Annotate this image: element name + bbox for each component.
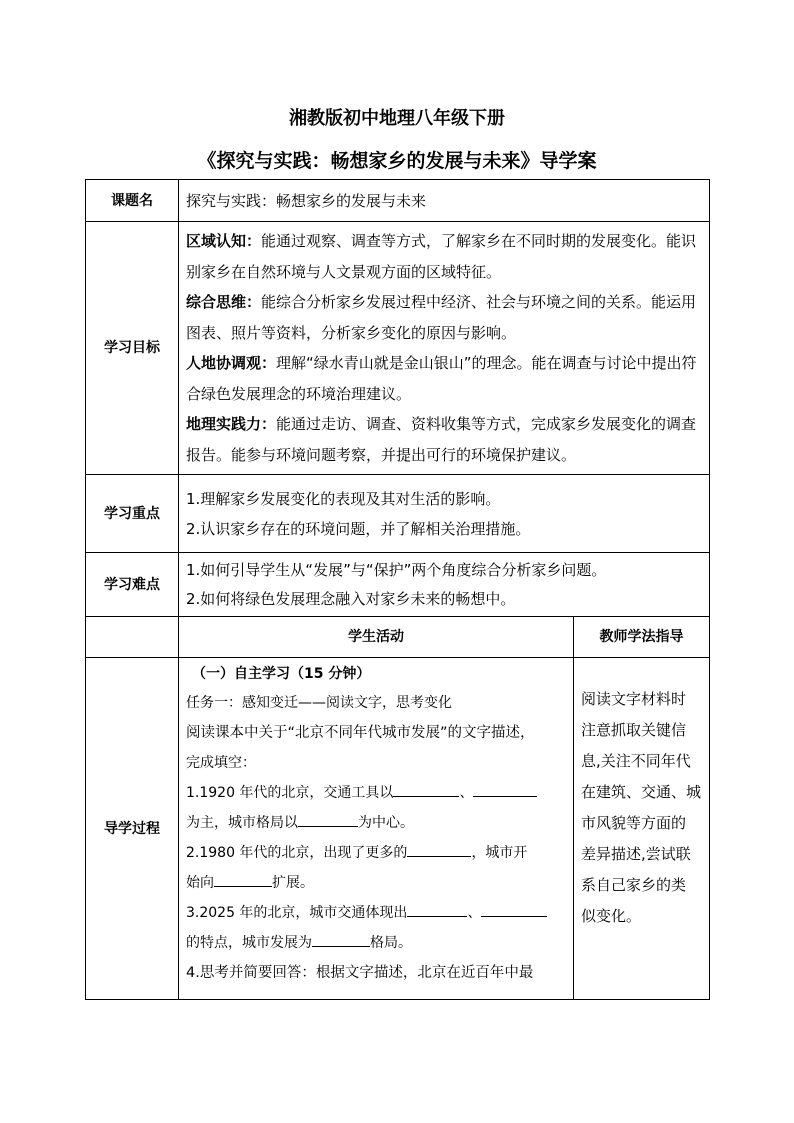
q3-sep: 、	[467, 905, 482, 921]
intro-line: 完成填空：	[186, 755, 256, 771]
goals-content	[179, 222, 710, 475]
blank-line	[407, 842, 471, 857]
focus-label: 学习重点	[86, 475, 179, 553]
difficulty-row	[86, 553, 710, 617]
guide-line: 阅读文字材料时	[581, 690, 687, 708]
question-1	[186, 778, 569, 808]
blank-line	[407, 902, 467, 917]
topic-label: 课题名	[86, 180, 179, 222]
question-4: 4.思考并简要回答：根据文字描述，北京在近百年中最	[186, 965, 534, 981]
goal-head: 综合思维：	[186, 293, 262, 311]
process-label: 导学过程	[86, 658, 179, 1000]
goal-head: 区域认知：	[186, 232, 262, 250]
topic-row	[86, 180, 710, 222]
difficulty-item: 1.如何引导学生从“发展”与“保护”两个角度综合分析家乡问题。	[186, 560, 607, 579]
intro-line: 阅读课本中关于“北京不同年代城市发展”的文字描述，	[186, 725, 535, 741]
goal-item	[186, 409, 703, 470]
q3-text: 3.2025 年的北京，城市交通体现出	[186, 905, 408, 921]
guide-line: 差异描述,尝试联	[581, 845, 691, 863]
guide-line: 息,关注不同年代	[581, 752, 691, 770]
goal-head: 地理实践力：	[186, 415, 277, 433]
q1-text: 1.1920 年代的北京，交通工具以	[186, 785, 394, 801]
q2-text: ，城市开	[471, 845, 528, 861]
goal-text: 能通过观察、调查等方式，了解家乡在不同时期的发展变化。能识别家乡在自然环境与人文景观方面的区域特征。	[186, 232, 697, 281]
q3-text: 的特点，城市发展为	[186, 935, 312, 951]
question-2-cont	[186, 868, 569, 898]
header-student-activity: 学生活动	[179, 617, 574, 658]
blank-line	[473, 782, 537, 797]
blank-line	[298, 812, 358, 827]
q2-text: 扩展。	[272, 875, 314, 891]
document-subtitle: 《探究与实践：畅想家乡的发展与未来》导学案	[197, 150, 597, 172]
q2-text: 2.1980 年代的北京，出现了更多的	[186, 845, 408, 861]
question-2	[186, 838, 569, 868]
activity-header-row	[86, 617, 710, 658]
q2-text: 始向	[186, 875, 214, 891]
guide-line: 在建筑、交通、城	[581, 783, 702, 801]
process-activity	[179, 658, 574, 1000]
difficulty-label: 学习难点	[86, 553, 179, 617]
guide-line: 系自己家乡的类	[581, 876, 687, 894]
goal-text: 能通过走访、调查、资料收集等方式，完成家乡发展变化的调查报告。能参与环境问题考察，并提出可行的环境保护建议。	[186, 415, 697, 464]
difficulty-content	[179, 553, 710, 617]
q1-text: 为主，城市格局以	[186, 815, 298, 831]
blank-line	[312, 932, 370, 947]
document-title: 湘教版初中地理八年级下册	[289, 108, 505, 129]
process-row	[86, 658, 710, 1000]
focus-row	[86, 475, 710, 553]
focus-item: 2.认识家乡存在的环境问题，并了解相关治理措施。	[186, 519, 531, 538]
teacher-guide-content	[574, 658, 710, 1000]
header-empty-cell	[86, 617, 179, 658]
section-heading: （一）自主学习（15 分钟）	[192, 666, 371, 682]
goal-item	[186, 226, 703, 287]
topic-value: 探究与实践：畅想家乡的发展与未来	[179, 180, 710, 222]
q1-sep: 、	[459, 785, 474, 801]
q1-text: 为中心。	[358, 815, 414, 831]
lesson-plan-table	[85, 179, 710, 1000]
goal-item	[186, 348, 703, 409]
goal-item	[186, 287, 703, 348]
goals-label: 学习目标	[86, 222, 179, 475]
focus-content	[179, 475, 710, 553]
blank-line	[481, 902, 547, 917]
q3-text: 格局。	[370, 935, 412, 951]
guide-line: 注意抓取关键信	[581, 721, 687, 739]
goal-text: 理解“绿水青山就是金山银山”的理念。能在调查与讨论中提出符合绿色发展理念的环境治理建议。	[186, 354, 697, 403]
focus-item: 1.理解家乡发展变化的表现及其对生活的影响。	[186, 489, 501, 508]
task-heading: 任务一：感知变迁——阅读文字，思考变化	[186, 695, 452, 711]
question-3	[186, 898, 569, 928]
goals-row	[86, 222, 710, 475]
blank-line	[393, 782, 459, 797]
guide-line: 市风貌等方面的	[581, 814, 687, 832]
blank-line	[214, 872, 272, 887]
difficulty-item: 2.如何将绿色发展理念融入对家乡未来的畅想中。	[186, 589, 516, 608]
guide-line: 似变化。	[581, 907, 642, 925]
header-teacher-guide: 教师学法指导	[574, 617, 710, 658]
goal-text: 能综合分析家乡发展过程中经济、社会与环境之间的关系。能运用图表、照片等资料，分析家乡变化的原因与影响。	[186, 293, 697, 342]
goal-head: 人地协调观：	[186, 354, 277, 372]
question-3-cont	[186, 928, 569, 958]
question-1-cont	[186, 808, 569, 838]
